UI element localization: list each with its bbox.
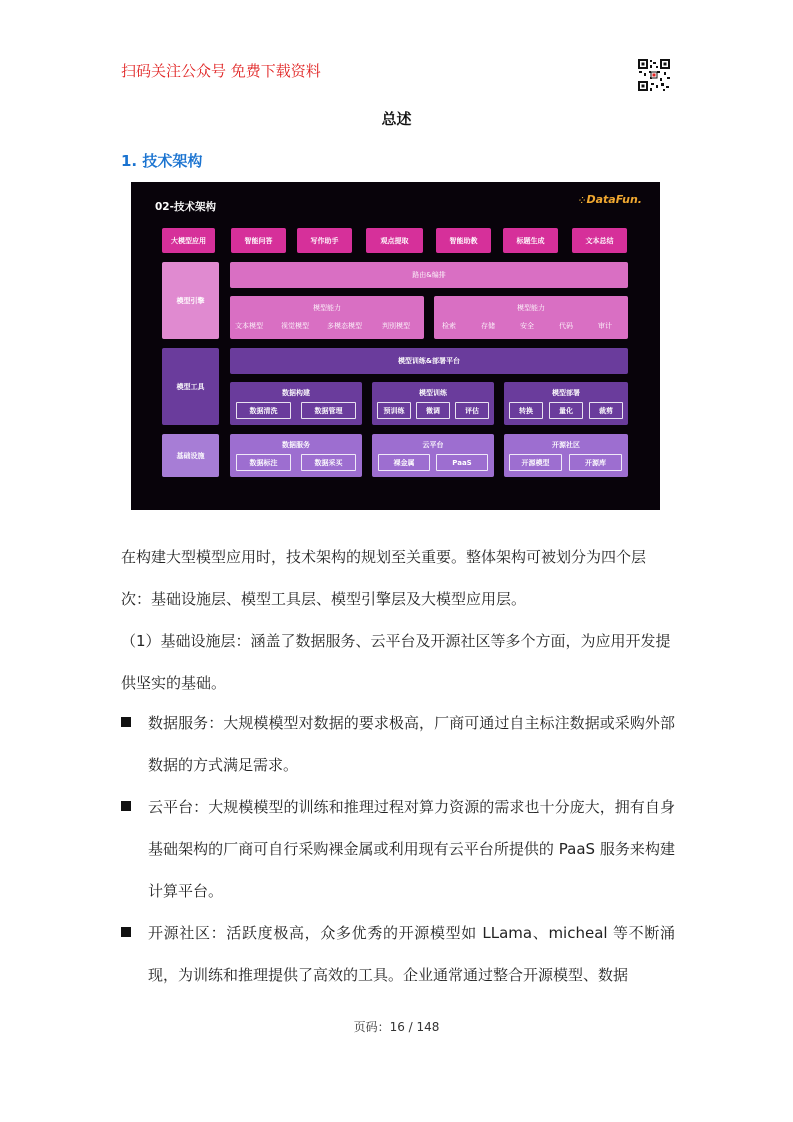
engine-item: 视觉模型 <box>281 322 309 330</box>
architecture-diagram <box>131 182 660 510</box>
tool-group-training <box>372 382 494 425</box>
tool-chip: 评估 <box>455 402 489 419</box>
engine-left-panel <box>230 296 424 339</box>
tool-chip: 微调 <box>416 402 450 419</box>
diagram-title: 02-技术架构 <box>155 201 216 213</box>
bullet-square-icon <box>121 717 131 727</box>
page-number: 页码：16 / 148 <box>353 1020 440 1034</box>
promo-banner[interactable]: 扫码关注公众号 免费下载资料 <box>121 62 321 80</box>
bullet-item-data-service: 数据服务：大规模模型对数据的要求极高，厂商可通过自主标注数据或采购外部数据的方式满足需求。 <box>148 714 675 774</box>
panel-title: 模型部署 <box>552 389 580 397</box>
app-item: 观点提取 <box>366 228 423 253</box>
bullet-square-icon <box>121 801 131 811</box>
page-title: 总述 <box>381 110 412 128</box>
engine-item: 审计 <box>598 322 612 330</box>
engine-item: 代码 <box>559 322 573 330</box>
section-heading: 1. 技术架构 <box>121 152 203 170</box>
routing-bar: 路由&编排 <box>230 262 628 288</box>
tool-chip: 转换 <box>509 402 543 419</box>
infra-chip: 开源库 <box>569 454 622 471</box>
engine-right-panel <box>434 296 628 339</box>
datafun-logo <box>579 193 642 206</box>
panel-title: 数据构建 <box>282 389 310 397</box>
tool-chip: 量化 <box>549 402 583 419</box>
panel-title: 开源社区 <box>552 441 580 449</box>
logo-dots-icon: ⁘ <box>578 196 586 205</box>
panel-title: 模型能力 <box>517 304 545 312</box>
panel-title: 云平台 <box>422 441 444 449</box>
tool-chip: 预训练 <box>377 402 411 419</box>
engine-item: 安全 <box>520 322 534 330</box>
platform-bar: 模型训练&部署平台 <box>230 348 628 374</box>
panel-title: 模型训练 <box>419 389 447 397</box>
bullet-item-cloud-platform: 云平台：大规模模型的训练和推理过程对算力资源的需求也十分庞大，拥有自身基础架构的厂商可自行采购裸金属或利用现有云平台所提供的 PaaS 服务来构建计算平台。 <box>148 798 675 900</box>
logo-text: DataFun. <box>586 193 642 206</box>
infra-group-opensource <box>504 434 628 477</box>
infra-group-data <box>230 434 362 477</box>
app-item: 标题生成 <box>503 228 558 253</box>
infra-chip: 数据标注 <box>236 454 291 471</box>
app-item: 智能助教 <box>436 228 491 253</box>
engine-item: 文本模型 <box>235 322 263 330</box>
tool-chip: 数据管理 <box>301 402 356 419</box>
engine-item: 判别模型 <box>382 322 410 330</box>
qr-code[interactable] <box>637 58 671 92</box>
app-item: 写作助手 <box>297 228 352 253</box>
panel-title: 模型能力 <box>313 304 341 312</box>
engine-item: 检索 <box>442 322 456 330</box>
engine-layer-label: 模型引擎 <box>162 262 219 339</box>
engine-item: 存储 <box>481 322 495 330</box>
infra-chip: 裸金属 <box>378 454 430 471</box>
tool-chip: 裁剪 <box>589 402 623 419</box>
app-layer-label: 大模型应用 <box>162 228 215 253</box>
engine-item: 多模态模型 <box>327 322 362 330</box>
intro-paragraph: 在构建大型模型应用时，技术架构的规划至关重要。整体架构可被划分为四个层次：基础设施层、模型工具层、模型引擎层及大模型应用层。 <box>121 548 647 608</box>
tool-group-data <box>230 382 362 425</box>
tool-group-deploy <box>504 382 628 425</box>
app-item: 智能问答 <box>231 228 286 253</box>
panel-title: 数据服务 <box>282 441 310 449</box>
infra-chip: 开源模型 <box>509 454 562 471</box>
infra-layer-label: 基础设施 <box>162 434 219 477</box>
infra-paragraph: （1）基础设施层：涵盖了数据服务、云平台及开源社区等多个方面，为应用开发提供坚实的基础。 <box>121 632 671 692</box>
bullet-square-icon <box>121 927 131 937</box>
bullet-item-open-source: 开源社区：活跃度极高，众多优秀的开源模型如 LLama、micheal 等不断涌现，为训练和推理提供了高效的工具。企业通常通过整合开源模型、数据 <box>148 924 675 984</box>
infra-group-cloud <box>372 434 494 477</box>
tool-layer-label: 模型工具 <box>162 348 219 425</box>
tool-chip: 数据清洗 <box>236 402 291 419</box>
infra-chip: PaaS <box>436 454 488 471</box>
infra-chip: 数据采买 <box>301 454 356 471</box>
app-item: 文本总结 <box>572 228 627 253</box>
